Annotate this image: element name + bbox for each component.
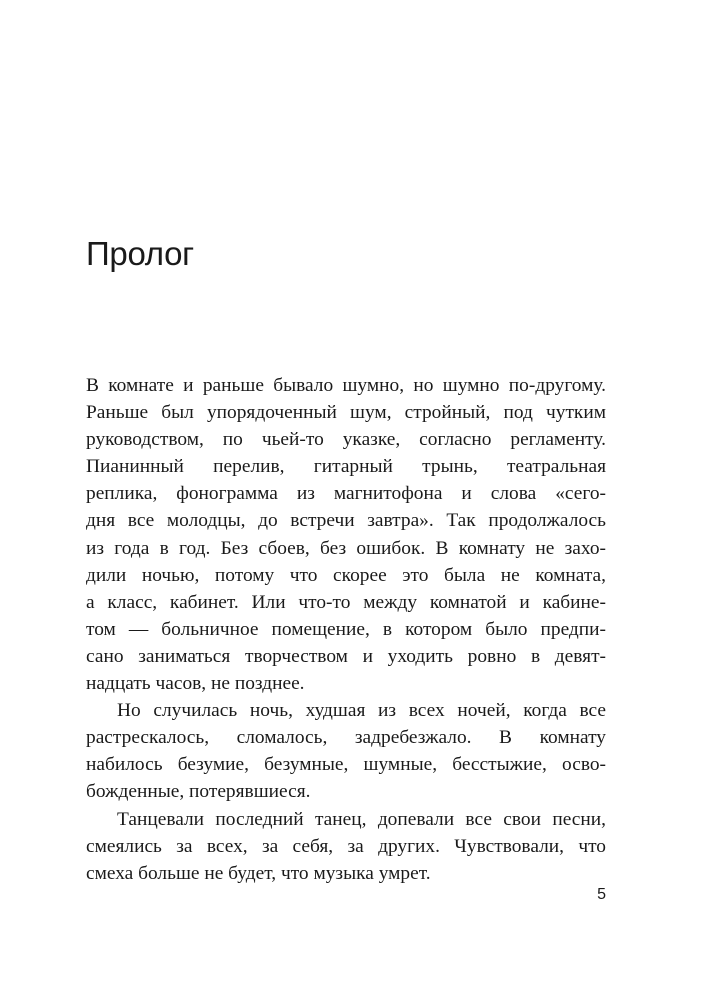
text-line: том — больничное помещение, в котором было предпи- (86, 618, 606, 640)
text-line: божденные, потерявшиеся. (86, 781, 311, 803)
text-line: руководством, по чьей-то указке, согласно регламенту. (86, 429, 606, 451)
body-text (86, 372, 606, 887)
text-line: растрескалось, сломалось, задребезжало. В комнату (86, 727, 606, 749)
text-line: сано заниматься творчеством и уходить ровно в девят- (86, 645, 606, 667)
text-line: надцать часов, не позднее. (86, 673, 305, 695)
text-line: смеялись за всех, за себя, за других. Чувствовали, что (86, 835, 606, 857)
text-line: из года в год. Без сбоев, без ошибок. В комнату не захо- (86, 537, 606, 559)
text-line: В комнате и раньше бывало шумно, но шумно по-другому. (86, 375, 606, 396)
paragraph-3 (86, 806, 606, 887)
text-line: дня все молодцы, до встречи завтра». Так продолжалось (86, 510, 606, 532)
text-line: реплика, фонограмма из магнитофона и слова «сего- (86, 483, 606, 505)
text-line: Танцевали последний танец, допевали все свои песни, (117, 808, 606, 830)
text-line: Раньше был упорядоченный шум, стройный, под чутким (86, 402, 606, 424)
text-line: набилось безумие, безумные, шумные, бесстыжие, осво- (86, 754, 606, 776)
page-number: 5 (597, 886, 606, 903)
chapter-title: Пролог (86, 235, 194, 272)
text-line: дили ночью, потому что скорее это была не комната, (86, 564, 606, 586)
paragraph-2 (86, 697, 606, 805)
text-line: а класс, кабинет. Или что-то между комнатой и кабине- (86, 591, 606, 613)
text-line: Пианинный перелив, гитарный трынь, театральная (86, 456, 606, 478)
text-line: Но случилась ночь, худшая из всех ночей, когда все (117, 700, 606, 722)
text-line: смеха больше не будет, что музыка умрет. (86, 862, 431, 884)
paragraph-1 (86, 372, 606, 697)
